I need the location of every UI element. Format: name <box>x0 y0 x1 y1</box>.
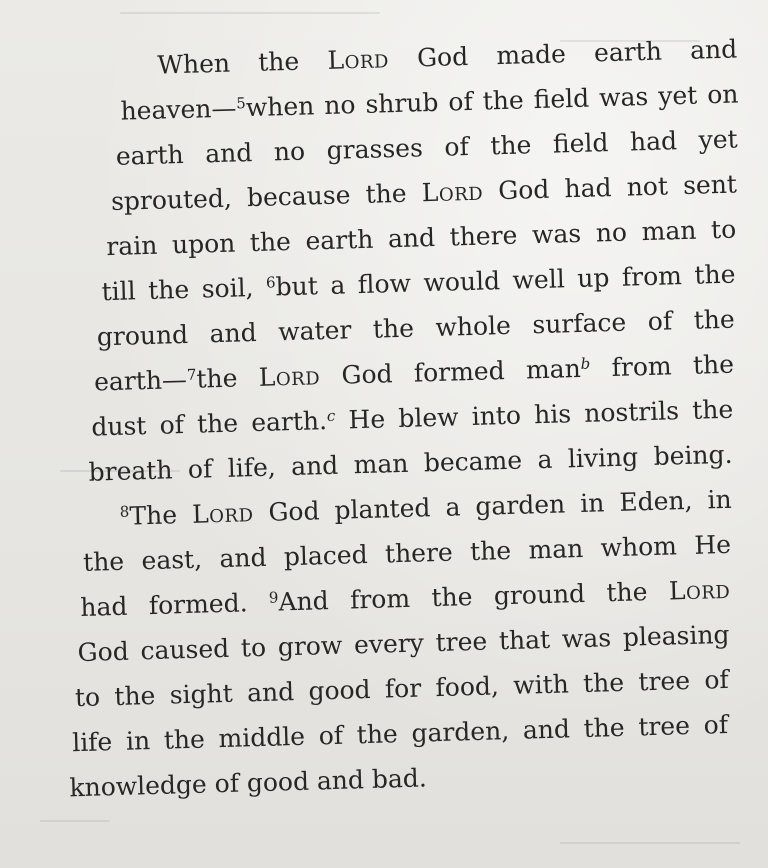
verse-number: 7 <box>186 365 197 384</box>
passage-line: ground and water the whole surface of the <box>96 304 736 352</box>
passage-line: heaven—$^5$when no shrub of the field was yet on <box>120 79 739 126</box>
divine-name-small-caps: Lord <box>668 574 731 606</box>
passage-line: sprouted, because the Lord God had not sent <box>110 169 738 216</box>
footnote-marker[interactable]: c <box>326 406 336 426</box>
scripture-passage <box>0 14 768 855</box>
divine-name-small-caps: Lord <box>327 44 390 75</box>
passage-line: had formed. $^9$And from the ground the Lord <box>80 574 731 622</box>
passage-line: God caused to grow every tree that was pleasing <box>77 619 730 668</box>
passage-line: the east, and placed there the man whom He <box>82 529 732 577</box>
passage-line: life in the middle of the garden, and the tree of <box>71 709 729 758</box>
passage-line: dust of the earth.$^c$ He blew into his nostrils the <box>91 394 734 442</box>
passage-line: to the sight and good for food, with the tree of <box>74 664 730 713</box>
divine-name-small-caps: Lord <box>258 361 321 392</box>
verse-number: 9 <box>268 588 279 607</box>
footnote-marker[interactable]: b <box>580 354 591 373</box>
divine-name-small-caps: Lord <box>421 176 484 208</box>
passage-line: When the Lord God made earth and <box>156 34 738 80</box>
passage-line: breath of life, and man became a living being. <box>88 439 733 487</box>
passage-line: earth—$^7$the Lord God formed man$^b$ from the <box>93 349 735 397</box>
verse-number: 5 <box>236 94 247 113</box>
passage-line: earth and no grasses of the field had yet <box>115 124 739 171</box>
passage-line: rain upon the earth and there was no man to <box>105 214 737 262</box>
passage-line: knowledge of good and bad. <box>69 763 428 803</box>
passage-line: $^8$The Lord God planted a garden in Eden, in <box>119 484 733 531</box>
verse-number: 6 <box>265 273 276 292</box>
divine-name-small-caps: Lord <box>191 498 254 529</box>
passage-line: till the soil, $^6$but a flow would well up from the <box>101 259 736 307</box>
verse-number: 8 <box>119 502 130 521</box>
